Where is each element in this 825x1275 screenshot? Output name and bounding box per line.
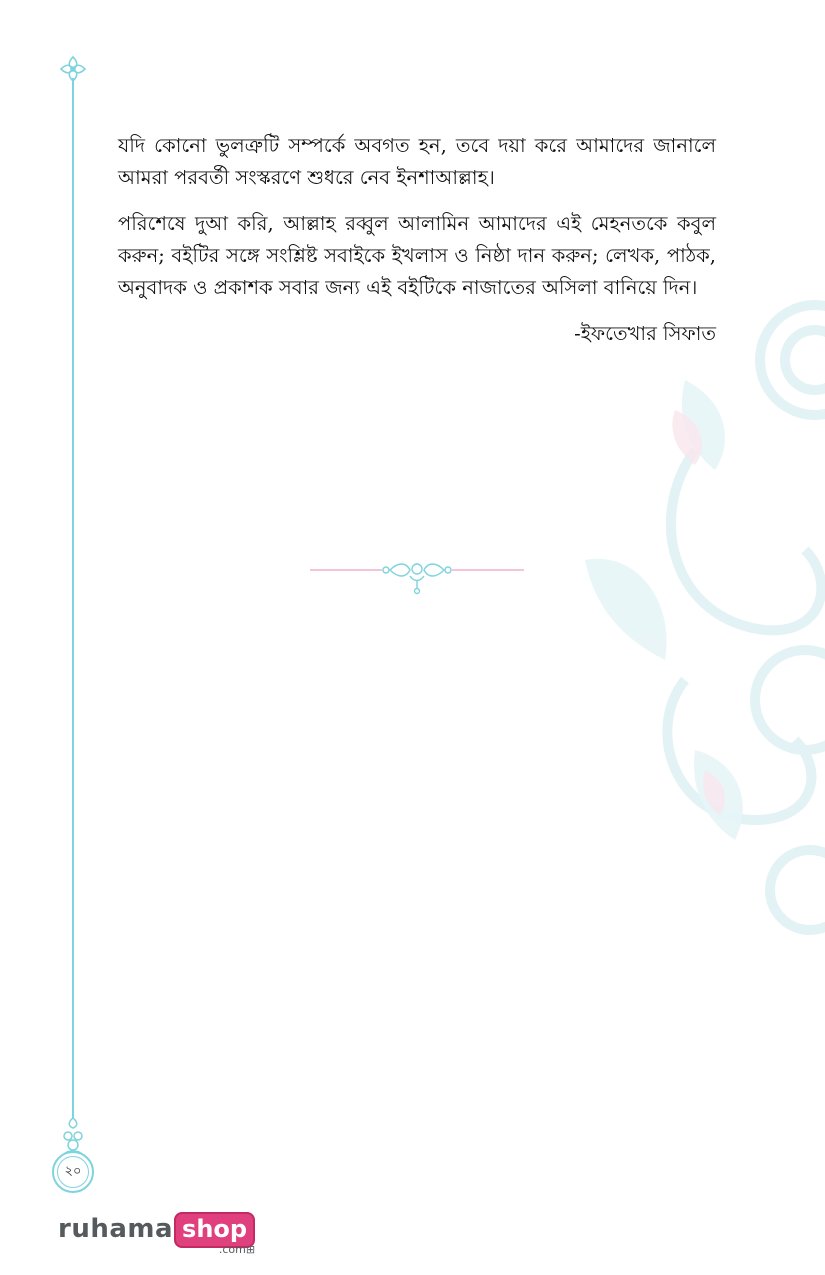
floral-background-decoration (525, 300, 825, 940)
logo-shop-text: shop (174, 1212, 255, 1248)
ruhamashop-logo (58, 1212, 256, 1256)
page-number: ২০ (57, 1156, 89, 1188)
decorative-divider (310, 558, 524, 596)
logo-domain-suffix: .com⊞ (218, 1243, 256, 1256)
cart-icon: ⊞ (245, 1243, 256, 1256)
left-margin-rule (72, 78, 74, 1118)
paragraph-errata: যদি কোনো ভুলত্রুটি সম্পর্কে অবগত হন, তবে দয়া করে আমাদের জানালে আমরা পরবর্তী সংস্করণে শুধরে নেব ইনশাআল্লাহ। (118, 134, 716, 189)
page-number-badge (52, 1151, 94, 1193)
paragraph-closing-prayer: পরিশেষে দুআ করি, আল্লাহ রব্বুল আলামিন আমাদের এই মেহনতকে কবুল করুন; বইটির সঙ্গে সংশ্লিষ্ট সবাইকে ইখলাস ও নিষ্ঠা দান করুন; লেখক, পাঠক, অনুবাদক ও প্রকাশক সবার জন্য এই বইটিকে নাজাতের অসিলা বানিয়ে দিন। (118, 212, 716, 299)
author-signature: -ইফতেখার সিফাত (574, 322, 716, 345)
floral-ornament-icon (58, 54, 88, 84)
logo-ruhama-text: ruhama (58, 1214, 174, 1244)
logo-shop-badge (174, 1212, 256, 1256)
page-body (118, 130, 716, 350)
